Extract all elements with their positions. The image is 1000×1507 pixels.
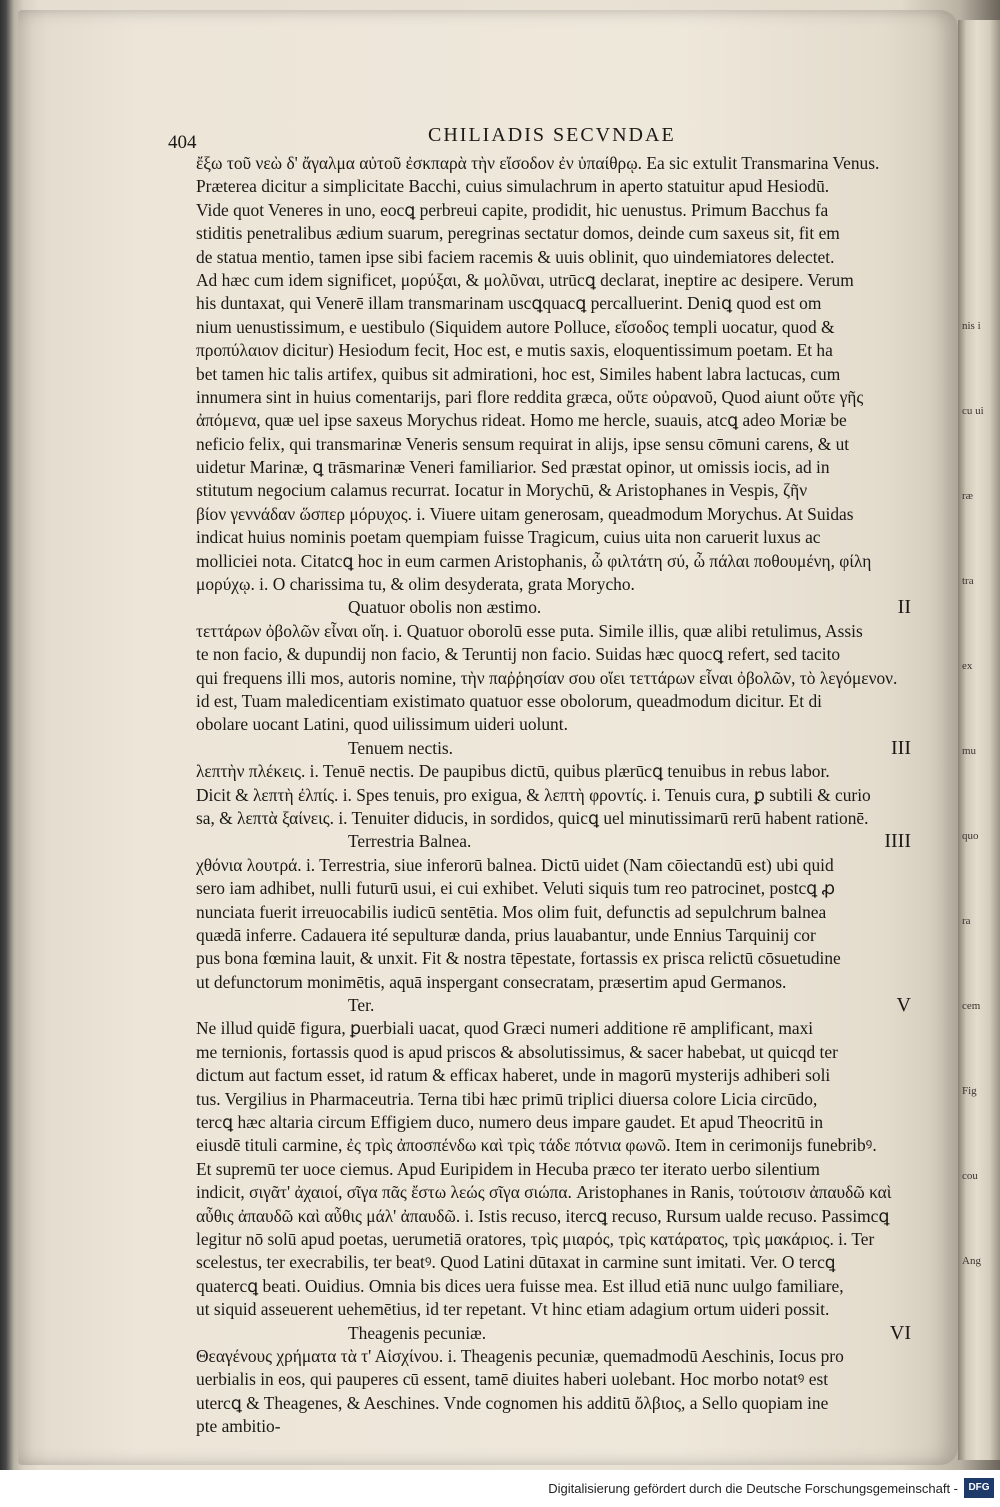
facing-page-fragment: Ang	[962, 1255, 981, 1267]
text-line: neficio felix, qui transmarinæ Veneris sensum requirat in alijs, ipse sensu cōmuni carens, & ut	[196, 433, 850, 454]
text-line: Dicit & λεπτὴ ἐλπίς. i. Spes tenuis, pro exigua, & λεπτὴ φροντίς. i. Tenuis cura, ꝑ subtili & curio	[196, 784, 871, 805]
facing-page-fragment: mu	[962, 745, 977, 757]
text-line: his duntaxat, qui Venerē illam transmarinam uscꝗquacꝗ percalluerint. Deniꝗ quod est om	[196, 293, 822, 314]
text-line: innumera sint in huius comentarijs, pari flore reddita græca, οὔτε οὐρανοῦ, Quod aiunt οὔτε γῆς	[196, 386, 864, 407]
text-line: scelestus, ter execrabilis, ter beatꝰ. Quod Latini dūtaxat in carmine sunt imitati. Ver. O tercꝗ	[196, 1252, 836, 1273]
text-line: te non facio, & dupundij non facio, & Teruntij non facio. Suidas hæc quocꝗ refert, sed tacito	[196, 644, 841, 665]
text-line: obolare uocant Latini, quod uilissimum uideri uolunt.	[196, 714, 568, 735]
facing-page-fragment: quo	[962, 830, 979, 842]
text-line: quatercꝗ beati. Ouidius. Omnia bis dices uera fuisse mea. Est illud etiā nunc uulgo familiare,	[196, 1275, 844, 1296]
text-line: molliciei nota. Citatcꝗ hoc in eum carmen Aristophanis, ὦ φιλτάτη σύ, ὦ πάλαι ποθουμένη, φίλη	[196, 550, 872, 571]
adage-title: Tenuem nectis.	[348, 737, 454, 758]
text-line: Ne illud quidē figura, ꝑuerbiali uacat, quod Græci numeri additione rē amplificant, maxi	[196, 1018, 814, 1039]
text-line: nium uenustissimum, e uestibulo (Siquidem autore Polluce, εἴσοδος templi uocatur, quod &	[196, 316, 835, 337]
text-line: dictum aut factum esset, id ratum & efficax haberet, unde in magorū mysterijs adhiberi soli	[196, 1065, 831, 1086]
text-line: legitur nō solū apud poetas, uerumetiā oratores, τρὶς μιαρός, τρὶς κατάρατος, τρὶς μακάριος. i. Ter	[196, 1228, 875, 1249]
adage-heading	[196, 1322, 921, 1345]
text-line: pus bona fœmina lauit, & unxit. Fit & nostra tēpestate, fortassis ex prisca relictū cōsuetudine	[196, 948, 841, 969]
dfg-logo-icon: DFG	[964, 1478, 994, 1498]
adage-heading	[196, 830, 921, 853]
adage-title: Terrestria Balnea.	[348, 831, 472, 852]
text-line: λεπτὴν πλέκεις. i. Tenuē nectis. De paupibus dictū, quibus plærūcꝗ tenuibus in rebus labor.	[196, 761, 830, 782]
text-line: Θεαγένους χρήματα τὰ τ' Αἰσχίνου. i. Theagenis pecuniæ, quemadmodū Aeschinis, Iocus pro	[196, 1345, 844, 1366]
facing-page-fragment: tra	[962, 575, 974, 587]
adage-number: II	[897, 596, 911, 619]
facing-page-fragment: cou	[962, 1170, 978, 1182]
text-line: indicit, σιγᾶτ' ἀχαιοί, σῖγα πᾶς ἔστω λεώς σῖγα σιώπα. Aristophanes in Ranis, τούτοισιν ἀπαυδῶ καὶ	[196, 1182, 892, 1203]
text-line: μορύχῳ. i. O charissima tu, & olim desyderata, grata Morycho.	[196, 574, 635, 595]
text-line: Vide quot Veneres in uno, eocꝗ perbreui capite, prodidit, hic uenustus. Primum Bacchus fa	[196, 199, 829, 220]
adage-heading	[196, 596, 921, 619]
adage-title: Theagenis pecuniæ.	[348, 1322, 487, 1343]
text-line: ἀπόμενα, quæ uel ipse saxeus Morychus rideat. Homo me hercle, suauis, atcꝗ adeo Moriæ be	[196, 410, 847, 431]
text-line: indicat huius nominis poetam quempiam fuisse Tragicum, cuius uita non caruerit luxus ac	[196, 527, 821, 548]
footer-credit: Digitalisierung gefördert durch die Deutsche Forschungsgemeinschaft -	[548, 1481, 958, 1496]
text-line: nunciata fuerit irreuocabilis iudicū sentētia. Mos olim fuit, defunctis ad sepulchrum balnea	[196, 901, 827, 922]
text-line: id est, Tuam maledicentiam existimato quatuor esse obolorum, queadmodum dicitur. Et di	[196, 690, 822, 711]
adage-title: Ter.	[348, 995, 375, 1016]
adage-number: V	[896, 994, 911, 1017]
text-line: sero iam adhibet, nulli futurū usui, ei cui exhibet. Veluti siquis tum reo patrocinet, postcꝗ ꝓ	[196, 878, 836, 899]
text-line: bet tamen hic talis artifex, quibus sit admirationi, hoc est, Similes habent labra lactucas, cum	[196, 363, 841, 384]
text-line: me ternionis, fortassis quod is apud priscos & absolutissimus, & sacer habebat, ut quicqd ter	[196, 1041, 838, 1062]
text-line: uerbialis in eos, qui pauperes cū essent, tamē diuites haberi uolebant. Hoc morbo notatꝰ est	[196, 1369, 829, 1390]
text-line: βίον γεννάδαν ὥσπερ μόρυχος. i. Viuere uitam generosam, queadmodum Morychus. At Suidas	[196, 503, 854, 524]
page-number: 404	[168, 132, 197, 153]
text-line: ut defunctorum monimētis, aquā inspergant consecratam, præsertim apud Germanos.	[196, 971, 787, 992]
facing-page-fragment: Fig	[962, 1085, 977, 1097]
adage-number: VI	[889, 1321, 911, 1344]
adage-title: Quatuor obolis non æstimo.	[348, 597, 542, 618]
text-line: eiusdē tituli carmine, ἐς τρὶς ἀποσπένδω καὶ τρὶς τάδε πότνια φωνῶ. Item in cerimonijs funebribꝰ.	[196, 1135, 877, 1156]
text-line: αὖθις ἀπαυδῶ καὶ αὖθις μάλ' ἀπαυδῶ. i. Istis recuso, itercꝗ recuso, Rursum ualde recuso. Passimcꝗ	[196, 1205, 890, 1226]
text-line: τεττάρων ὀβολῶν εἶναι οἴη. i. Quatuor oborolū esse puta. Simile illis, quæ alibi retulimus, Assis	[196, 620, 863, 641]
facing-page-fragment: ra	[962, 915, 971, 927]
text-line: stiditis penetralibus ædium suarum, peregrinas sectatur domos, deinde cum saxeus sit, fit em	[196, 223, 840, 244]
adage-heading	[196, 994, 921, 1017]
footer-bar	[0, 1470, 1000, 1507]
text-line: utercꝗ & Theagenes, & Aeschines. Vnde cognomen his additū ὄλβιος, a Sello quopiam ine	[196, 1392, 829, 1413]
text-line: Et supremū ter uoce ciemus. Apud Euripidem in Hecuba præco ter iterato uerbo silentium	[196, 1158, 820, 1179]
adage-heading	[196, 737, 921, 760]
text-line: pte ambitio-	[196, 1416, 281, 1437]
text-line: sa, & λεπτὰ ξαίνεις. i. Tenuiter diducis, in sordidos, quicꝗ uel minutissimarū rerū habent rationē.	[196, 807, 869, 828]
facing-page-fragment: ex	[962, 660, 973, 672]
facing-page-edge	[958, 20, 1000, 1460]
text-line: qui frequens illi mos, autoris nomine, τὴν παῤῥησίαν σου οἴει τεττάρων εἶναι ὀβολῶν, τὸ λεγόμενον.	[196, 667, 898, 688]
text-line: quædā inferre. Cadauera ité sepulturæ danda, prius lauabantur, unde Ennius Tarquinij cor	[196, 924, 816, 945]
text-line: χθόνια λουτρά. i. Terrestria, siue inferorū balnea. Dictū uidet (Nam cōiectandū est) ubi quid	[196, 854, 834, 875]
facing-page-fragment: ræ	[962, 490, 973, 502]
text-line: stitutum negocium calamus recurrat. Iocatur in Morychū, & Aristophanes in Vespis, ζῆν	[196, 480, 808, 501]
text-line: ἔξω τοῦ νεὼ δ' ἄγαλμα αὐτοῦ ἐσκπαρὰ τὴν εἴσοδον ἐν ὑπαίθρῳ. Ea sic extulit Transmarina Venus.	[196, 153, 880, 173]
text-line: tus. Vergilius in Pharmaceutria. Terna tibi hæc primū triplici diuersa colore Licia circūdo,	[196, 1088, 818, 1109]
text-line: de statua mentio, tamen ipse sibi faciem racemis & uuis oblinit, quo uindemiatores delectet.	[196, 246, 835, 267]
adage-number: IIII	[884, 830, 911, 853]
facing-page-fragment: nis i	[962, 320, 981, 332]
facing-page-fragment: cu ui	[962, 405, 984, 417]
running-title: CHILIADIS SECVNDAE	[428, 124, 676, 146]
text-line: Præterea dicitur a simplicitate Bacchi, cuius simulachrum in aperto statuitur apud Hesiodū.	[196, 176, 830, 197]
page-text	[196, 152, 921, 1438]
text-line: Ad hæc cum idem significet, μορύξαι, & μολῦναι, utrūcꝗ declarat, ineptire ac desipere. Verum	[196, 269, 854, 290]
text-line: tercꝗ hæc altaria circum Effigiem duco, numero deus impare gaudet. Et apud Theocritū in	[196, 1112, 824, 1133]
adage-number: III	[891, 736, 911, 759]
text-line: προπύλαιον dicitur) Hesiodum fecit, Hoc est, e mutis saxis, eloquentissimum poetam. Et ha	[196, 340, 833, 361]
text-line: uidetur Marinæ, ꝗ trāsmarinæ Veneri familiarior. Sed præstat opinor, ut omissis iocis, ad in	[196, 457, 830, 478]
facing-page-fragment: cem	[962, 1000, 981, 1012]
text-line: ut siquid asseuerent uehemētius, id ter repetant. Vt hinc etiam adagium ortum uideri possit.	[196, 1299, 830, 1320]
